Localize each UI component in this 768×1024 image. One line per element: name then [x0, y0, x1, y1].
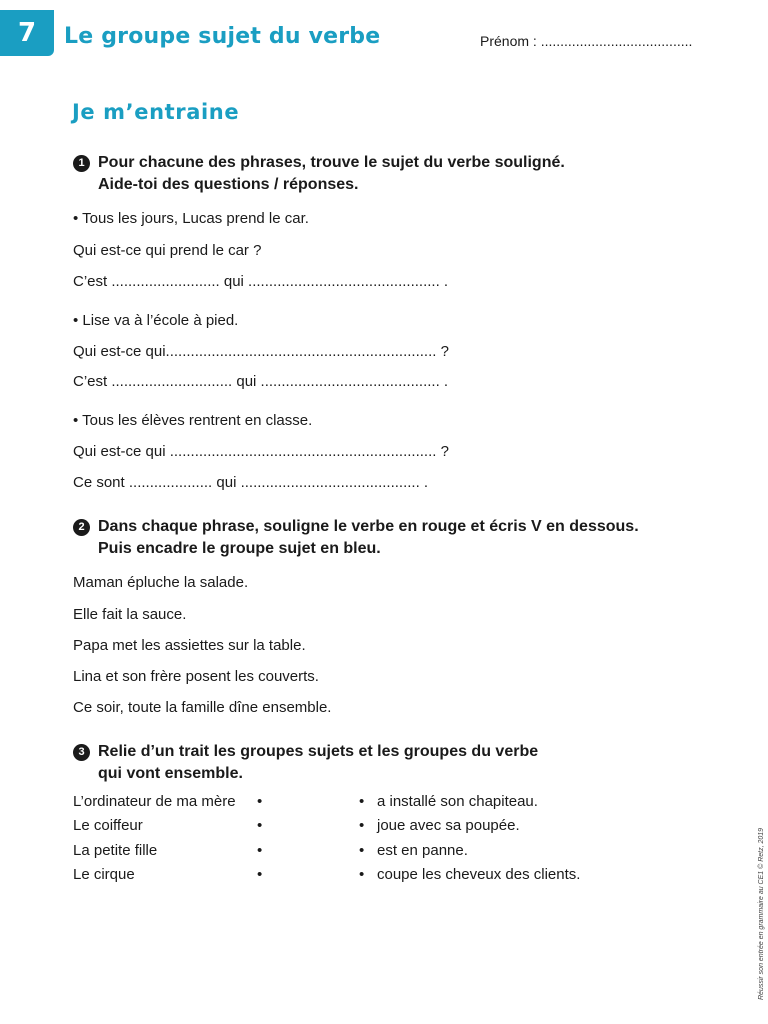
exercise-2-instruction-line1: Dans chaque phrase, souligne le verbe en rouge et écris V en dessous. [98, 518, 639, 535]
name-field-label: Prénom : ....................................... [480, 33, 693, 49]
subject-connection-dot[interactable]: • [257, 793, 263, 810]
lesson-number: 7 [17, 18, 37, 48]
exercise-1-question: Qui est-ce qui ................................................................ ? [73, 443, 449, 460]
exercise-3-instruction-line2: qui vont ensemble. [98, 765, 243, 782]
subject-group: La petite fille [73, 842, 158, 859]
exercise-1-sentence: • Lise va à l’école à pied. [73, 312, 239, 329]
exercise-3-number: 3 [73, 744, 90, 761]
subject-group: Le coiffeur [73, 817, 143, 834]
verb-connection-dot[interactable]: • [359, 817, 365, 834]
exercise-1-answer: C’est ............................. qui ........................................... . [73, 373, 449, 390]
verb-connection-dot[interactable]: • [359, 842, 365, 859]
exercise-2-sentence: Maman épluche la salade. [73, 574, 249, 591]
exercise-2-sentence: Lina et son frère posent les couverts. [73, 668, 319, 685]
exercise-1-question: Qui est-ce qui................................................................. ? [73, 343, 449, 360]
verb-connection-dot[interactable]: • [359, 866, 365, 883]
subject-group: Le cirque [73, 866, 135, 883]
section-title: Je m’entraine [72, 100, 240, 124]
verb-group: coupe les cheveux des clients. [377, 866, 581, 883]
exercise-1-question: Qui est-ce qui prend le car ? [73, 242, 262, 259]
exercise-1-sentence: • Tous les jours, Lucas prend le car. [73, 210, 309, 227]
exercise-2-sentence: Papa met les assiettes sur la table. [73, 637, 306, 654]
exercise-1-answer: Ce sont .................... qui ........................................... . [73, 474, 429, 491]
exercise-2-sentence: Elle fait la sauce. [73, 606, 187, 623]
verb-group: a installé son chapiteau. [377, 793, 538, 810]
verb-connection-dot[interactable]: • [359, 793, 365, 810]
exercise-1-instruction-line1: Pour chacune des phrases, trouve le sujet du verbe souligné. [98, 154, 565, 171]
verb-group: joue avec sa poupée. [377, 817, 520, 834]
exercise-1-sentence: • Tous les élèves rentrent en classe. [73, 412, 313, 429]
exercise-2-sentence: Ce soir, toute la famille dîne ensemble. [73, 699, 332, 716]
subject-group: L’ordinateur de ma mère [73, 793, 236, 810]
subject-connection-dot[interactable]: • [257, 842, 263, 859]
copyright-credit: Réussir son entrée en grammaire au CE1 © Retz, 2019 [758, 827, 765, 1000]
page-title: Le groupe sujet du verbe [64, 24, 381, 49]
exercise-3-instruction-line1: Relie d’un trait les groupes sujets et les groupes du verbe [98, 743, 539, 760]
verb-group: est en panne. [377, 842, 468, 859]
exercise-1-instruction-line2: Aide-toi des questions / réponses. [98, 176, 359, 193]
exercise-1-number: 1 [73, 155, 90, 172]
subject-connection-dot[interactable]: • [257, 817, 263, 834]
exercise-2-number: 2 [73, 519, 90, 536]
exercise-2-instruction-line2: Puis encadre le groupe sujet en bleu. [98, 540, 381, 557]
subject-connection-dot[interactable]: • [257, 866, 263, 883]
exercise-1-answer: C’est .......................... qui .............................................. . [73, 273, 449, 290]
